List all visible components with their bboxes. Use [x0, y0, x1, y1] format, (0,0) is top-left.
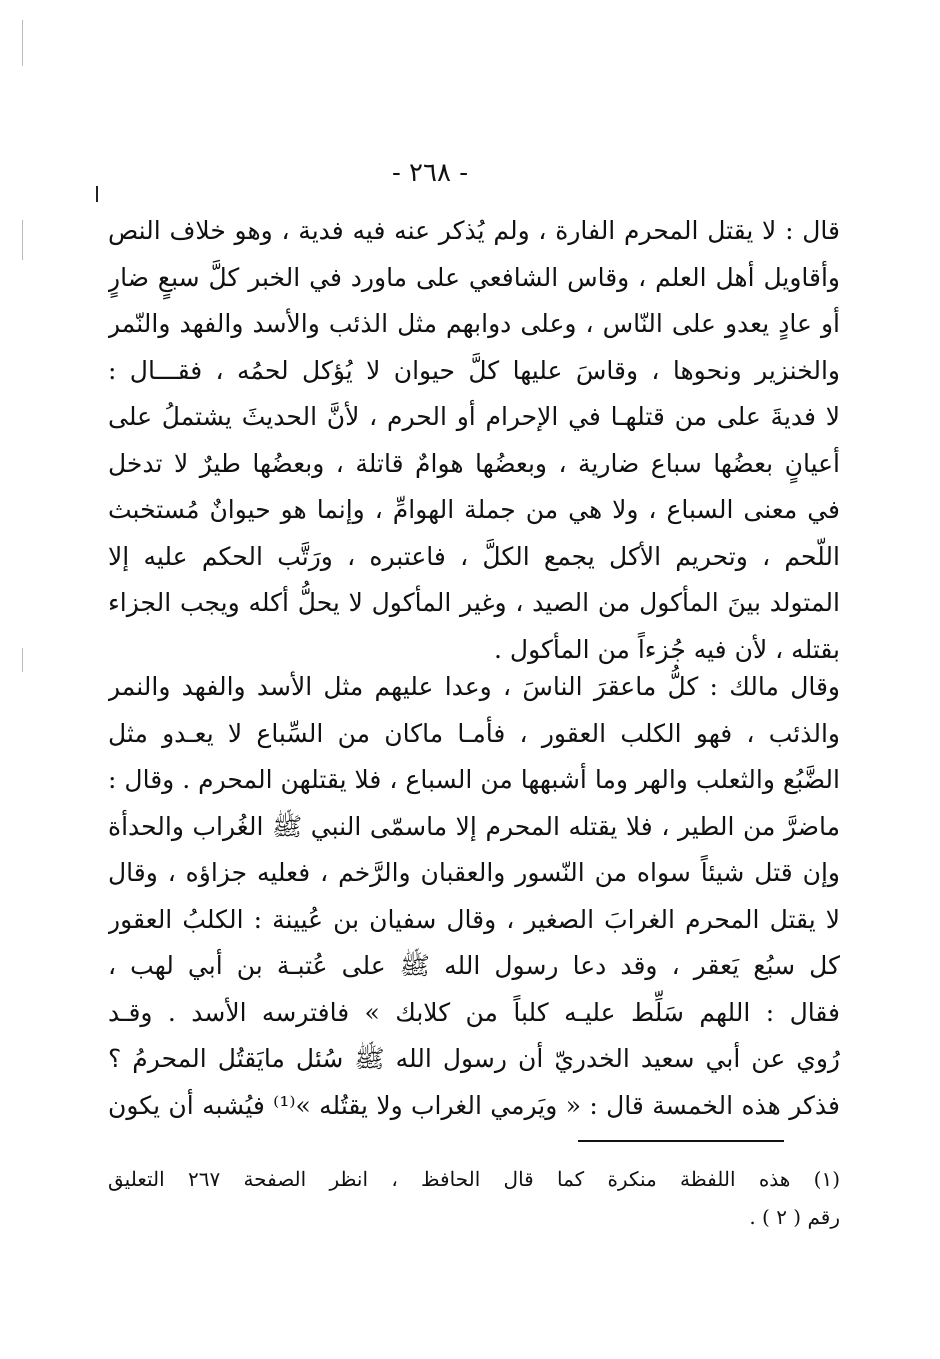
text-line: فقال : اللهم سَلِّط عليـه كلباً من كلابك » فافترسه الأسد . وقـد: [108, 997, 840, 1027]
scan-margin-line: [22, 20, 23, 66]
text-line: أعيانٍ بعضُها سباع ضارية ، وبعضُها هوامٌ قاتلة ، وبعضُها طيرٌ لا تدخل: [108, 448, 840, 478]
paragraph-1: [108, 208, 840, 673]
text-line: أو عادٍ يعدو على النّاس ، وعلى دوابهم مثل الذئب والأسد والفهد والنّمر: [108, 309, 840, 338]
text-line: لا فديةَ على من قتلهـا في الإحرام أو الحرم ، لأنَّ الحديثَ يشتملُ على: [108, 402, 840, 431]
text-line: وأقاويل أهل العلم ، وقاس الشافعي على ماورد في الخبر كلَّ سبعٍ ضارٍ: [108, 262, 840, 292]
footnote-line: رقم ( ٢ ) .: [749, 1205, 840, 1229]
text-line: كل سبُع يَعقر ، وقد دعا رسول الله ﷺ على عُتبـة بن أبي لهب ،: [108, 951, 840, 980]
text-line: في معنى السباع ، ولا هي من جملة الهوامِّ ، وإنما هو حيوانٌ مُستخبث: [108, 495, 840, 524]
scan-margin-line: [22, 648, 23, 672]
text-line: والخنزير ونحوها ، وقاسَ عليها كلَّ حيوان لا يُؤكل لحمُه ، فقـــال :: [108, 355, 840, 385]
text-line: وقال مالك : كلُّ ماعقرَ الناسَ ، وعدا عليهم مثل الأسد والفهد والنمر: [108, 672, 840, 701]
text-line: رُوي عن أبي سعيد الخدريّ أن رسول الله ﷺ سُئل مايَقتُل المحرمُ ؟: [108, 1044, 840, 1073]
paragraph-2: [108, 664, 840, 1129]
text-line: لا يقتل المحرم الغرابَ الصغير ، وقال سفيان بن عُيينة : الكلبُ العقور: [108, 904, 840, 934]
text-line: ماضرَّ من الطير ، فلا يقتله المحرم إلا ماسمّى النبي ﷺ الغُراب والحدأة: [108, 811, 840, 841]
text-line: بقتله ، لأن فيه جُزءاً من المأكول .: [494, 634, 840, 664]
text-line: وإن قتل شيئاً سواه من النّسور والعقبان والرَّخم ، فعليه جزاؤه ، وقال: [108, 858, 840, 887]
page-number: - ٢٦٨ -: [391, 158, 469, 188]
text-line: المتولد بينَ المأكول من الصيد ، وغير المأكول لا يحلُّ أكله ويجب الجزاء: [108, 588, 840, 617]
text-line: الضَّبُع والثعلب والهر وما أشبهها من السباع ، فلا يقتلهن المحرم . وقال :: [108, 765, 840, 794]
margin-mark: [96, 186, 98, 202]
footnote-line: (١) هذه اللفظة منكرة كما قال الحافظ ، انظر الصفحة ٢٦٧ التعليق: [108, 1167, 840, 1191]
footnote: [108, 1160, 840, 1236]
text-line: قال : لا يقتل المحرم الفارة ، ولم يُذكر عنه فيه فدية ، وهو خلاف النص: [108, 216, 840, 245]
text-line: فذكر هذه الخمسة قال : « ويَرمي الغراب ولا يقتُله »⁽¹⁾ فيُشبه أن يكون: [108, 1090, 840, 1120]
text-line: اللّحم ، وتحريم الأكل يجمع الكلَّ ، فاعتبره ، ورَتَّب الحكم عليه إلا: [108, 541, 840, 571]
footnote-divider: [578, 1140, 784, 1142]
text-line: والذئب ، فهو الكلب العقور ، فأمـا ماكان من السِّباع لا يعـدو مثل: [108, 718, 840, 748]
scan-margin-line: [22, 220, 23, 260]
